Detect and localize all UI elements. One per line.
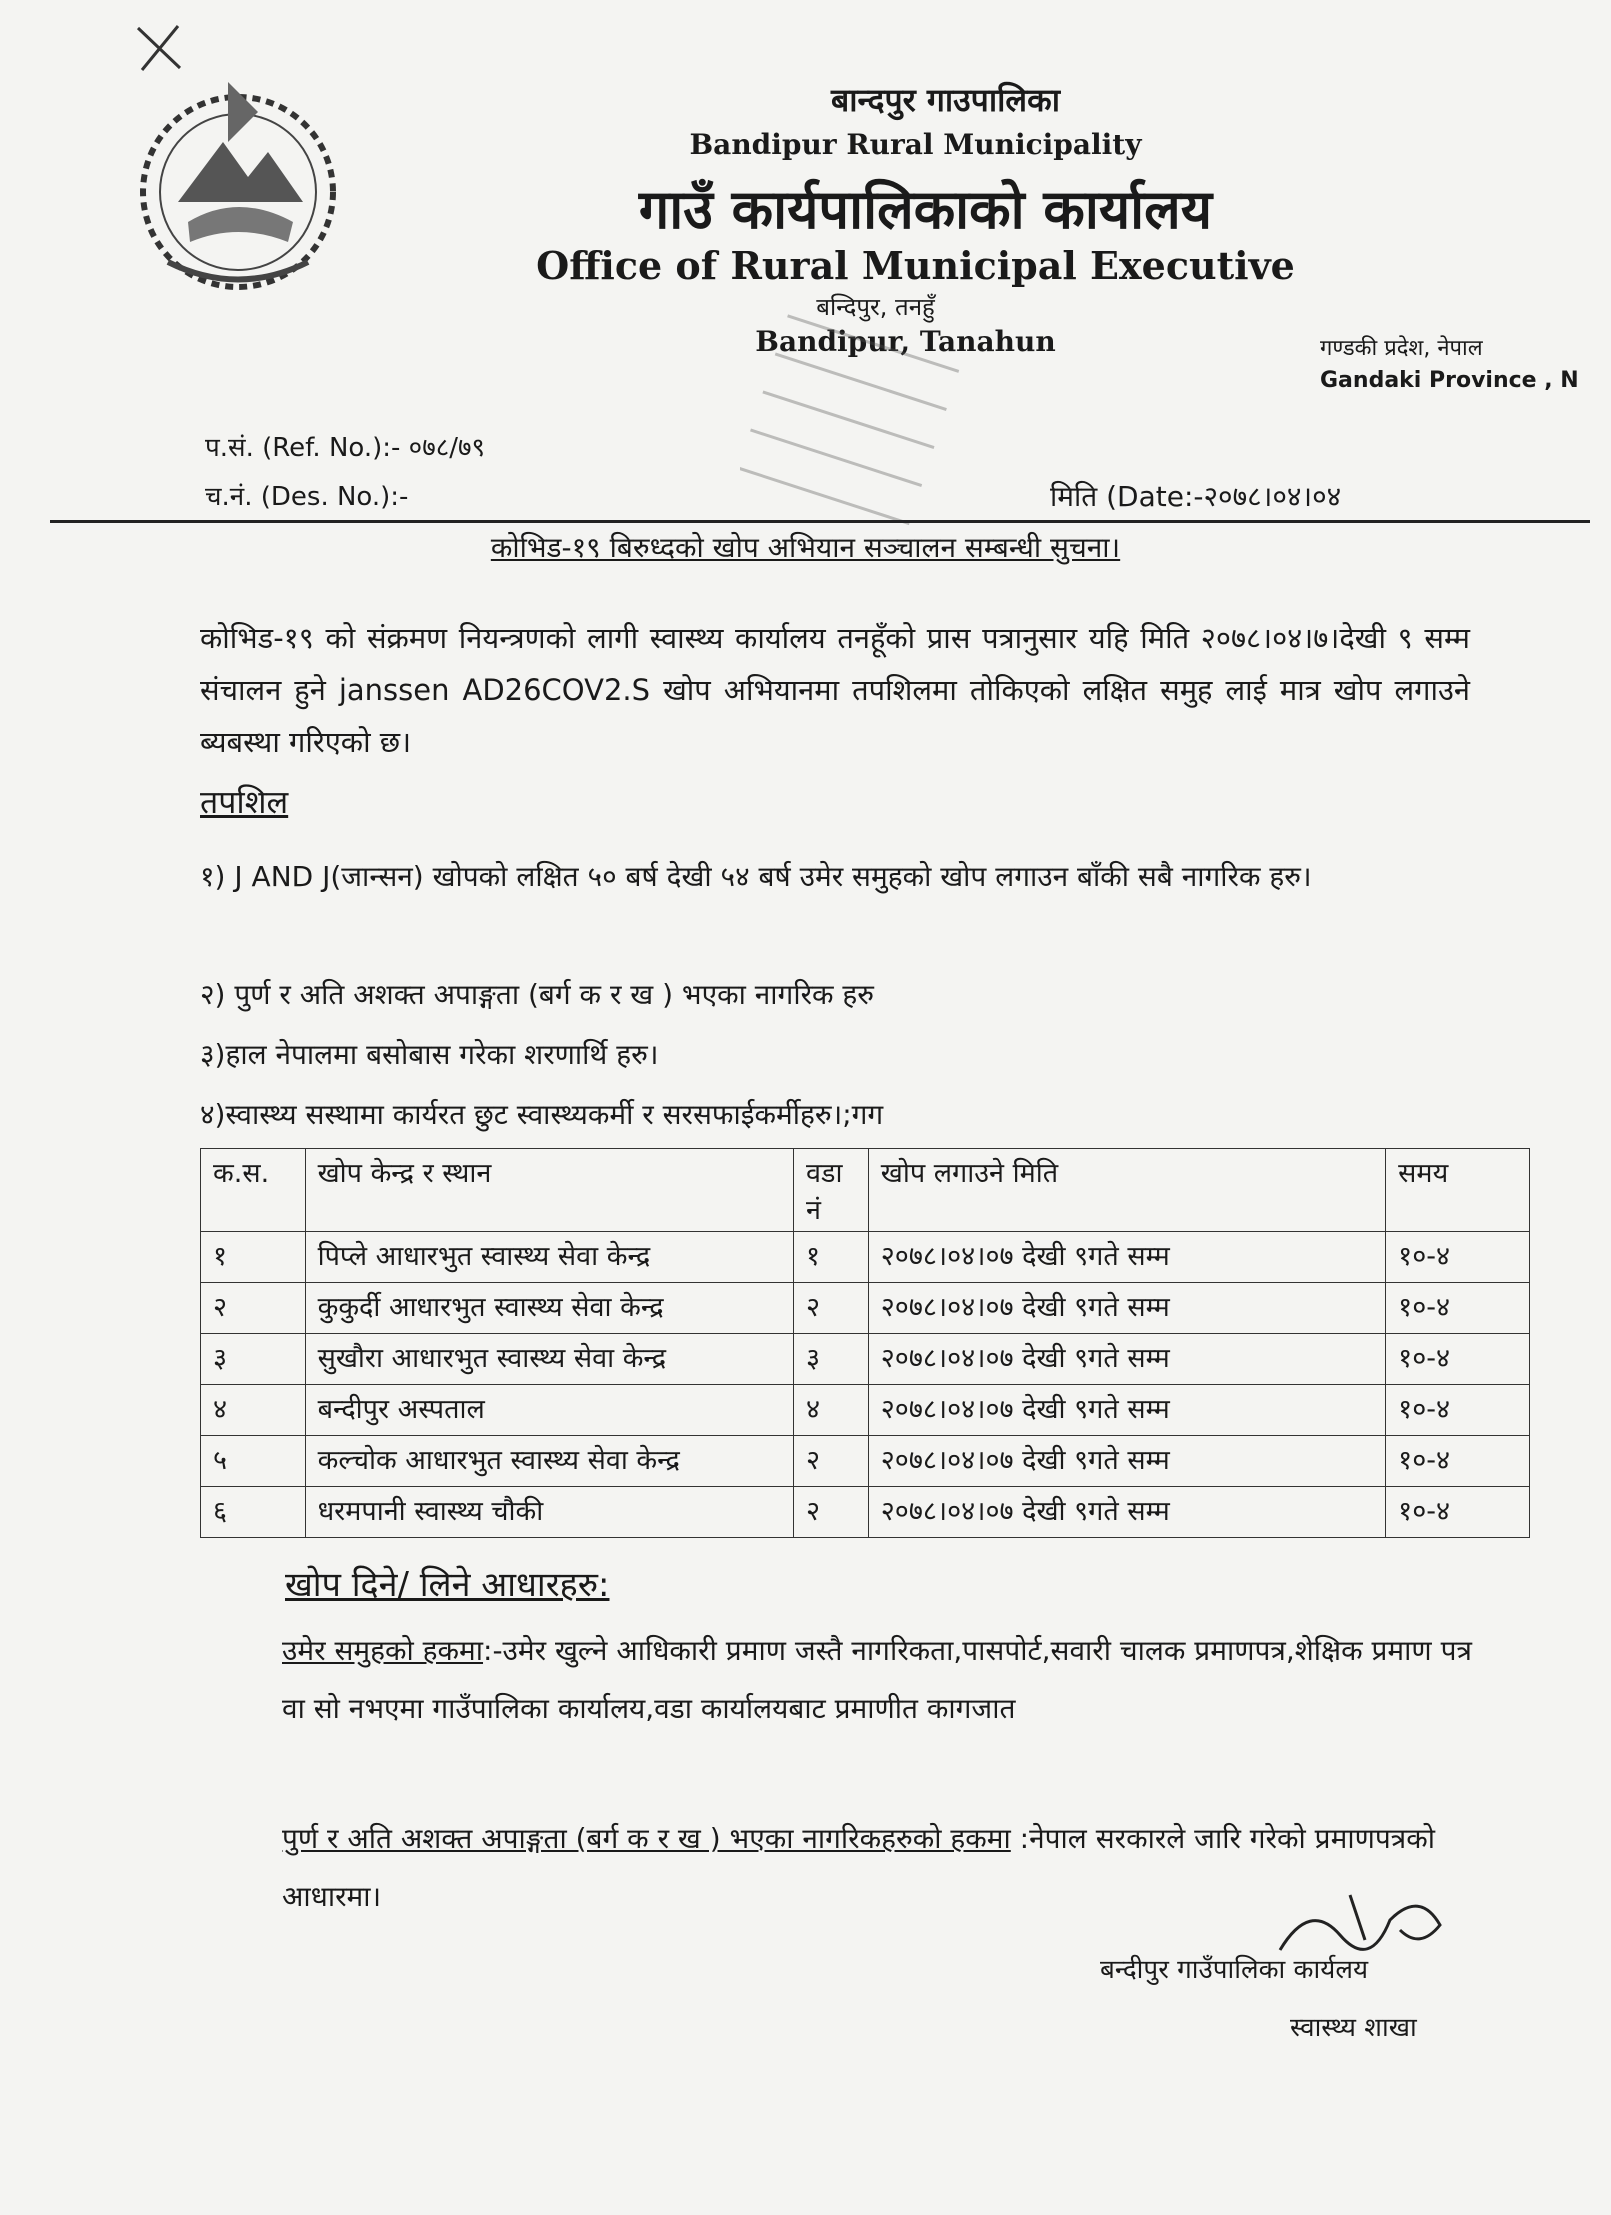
cell-time: १०-४ [1386, 1385, 1530, 1436]
letter-date: मिति (Date:-२०७८।०४।०४ [1050, 480, 1342, 513]
cell-date: २०७८।०४।०७ देखी ९गते सम्म [868, 1385, 1385, 1436]
signatory-office: बन्दीपुर गाउँपालिका कार्यलय [1100, 1955, 1369, 1985]
header-divider [50, 520, 1590, 523]
subject-text: कोभिड-१९ बिरुध्दको खोप अभियान सञ्चालन सम्बन्धी सुचना। [490, 531, 1121, 564]
cell-ward: १ [794, 1232, 869, 1283]
office-stamp [740, 300, 960, 530]
cell-serial: ३ [201, 1334, 306, 1385]
cell-ward: ४ [794, 1385, 869, 1436]
table-row [201, 1385, 1530, 1436]
cell-time: १०-४ [1386, 1283, 1530, 1334]
header-center: खोप केन्द्र र स्थान [305, 1149, 793, 1232]
cell-date: २०७८।०४।०७ देखी ९गते सम्म [868, 1334, 1385, 1385]
cell-center: सुखौरा आधारभुत स्वास्थ्य सेवा केन्द्र [305, 1334, 793, 1385]
dispatch-number: च.नं. (Des. No.):- [205, 482, 409, 512]
cell-ward: २ [794, 1283, 869, 1334]
header-ward: वडा नं [794, 1149, 869, 1232]
cell-serial: ५ [201, 1436, 306, 1487]
table-header-row [201, 1149, 1530, 1232]
cell-serial: ६ [201, 1487, 306, 1538]
cell-date: २०७८।०४।०७ देखी ९गते सम्म [868, 1487, 1385, 1538]
cell-center: पिप्ले आधारभुत स्वास्थ्य सेवा केन्द्र [305, 1232, 793, 1283]
basis-title: खोप दिने/ लिने आधारहरु: [285, 1565, 610, 1605]
cell-date: २०७८।०४।०७ देखी ९गते सम्म [868, 1232, 1385, 1283]
province-np: गण्डकी प्रदेश, नेपाल [1320, 336, 1483, 361]
table-row [201, 1283, 1530, 1334]
basis-disability-text: :नेपाल सरकारले जारि गरेको प्रमाणपत्रको आधारमा। [282, 1822, 1435, 1913]
reference-number: प.सं. (Ref. No.):- ०७८/७९ [205, 433, 486, 463]
cell-serial: १ [201, 1232, 306, 1283]
address-np: बन्दिपुर, तनहुँ [816, 293, 935, 321]
basis-disability-label: पुर्ण र अति अशक्त अपाङ्गता (बर्ग क र ख ) भएका नागरिकहरुको हकमा [282, 1822, 1011, 1855]
office-name-np: गाउँ कार्यपालिकाको कार्यालय [638, 178, 1213, 241]
header-date: खोप लगाउने मिति [868, 1149, 1385, 1232]
header-time: समय [1386, 1149, 1530, 1232]
table-row [201, 1436, 1530, 1487]
list-item: २) पुर्ण र अति अशक्त अपाङ्गता (बर्ग क र ख ) भएका नागरिक हरु [200, 978, 875, 1011]
cell-center: बन्दीपुर अस्पताल [305, 1385, 793, 1436]
basis-age-paragraph [282, 1622, 1482, 1738]
list-item: ३)हाल नेपालमा बसोबास गरेका शरणार्थि हरु। [200, 1038, 659, 1071]
cell-serial: ४ [201, 1385, 306, 1436]
basis-age-text: :-उमेर खुल्ने आधिकारी प्रमाण जस्तै नागरिकता,पासपोर्ट,सवारी चालक प्रमाणपत्र,शेक्षिक प्रमाण पत्र वा सो नभएमा गाउँपालिका कार्यालय,वडा कार्यालयबाट प्रमाणीत कागजात [282, 1634, 1472, 1725]
province-en: Gandaki Province , N [1320, 368, 1579, 393]
cell-date: २०७८।०४।०७ देखी ९गते सम्म [868, 1283, 1385, 1334]
cell-time: १०-४ [1386, 1334, 1530, 1385]
list-item: १) J AND J(जान्सन) खोपको लक्षित ५० बर्ष देखी ५४ बर्ष उमेर समुहको खोप लगाउन बाँकी सबै नागरिक हरु। [200, 860, 1312, 893]
cell-time: १०-४ [1386, 1487, 1530, 1538]
cell-ward: ३ [794, 1334, 869, 1385]
cell-ward: २ [794, 1487, 869, 1538]
subject-line [0, 528, 1611, 566]
cell-center: कल्चोक आधारभुत स्वास्थ्य सेवा केन्द्र [305, 1436, 793, 1487]
cell-time: १०-४ [1386, 1436, 1530, 1487]
intro-paragraph: कोभिड-१९ को संक्रमण नियन्त्रणको लागी स्वास्थ्य कार्यालय तनहूँको प्रास पत्रानुसार यहि मिति २०७८।०४।७।देखी ९ सम्म संचालन हुने janssen AD26COV2.S खोप अभियानमा तपशिलमा तोकिएको लक्षित समुह लाई मात्र खोप लगाउने ब्यबस्था गरिएको छ। [200, 621, 1470, 759]
cell-ward: २ [794, 1436, 869, 1487]
cross-mark-icon [130, 18, 190, 78]
section-title: तपशिल [200, 783, 289, 821]
table-row [201, 1334, 1530, 1385]
basis-age-label: उमेर समुहको हकमा [282, 1634, 484, 1667]
cell-date: २०७८।०४।०७ देखी ९गते सम्म [868, 1436, 1385, 1487]
table-row [201, 1487, 1530, 1538]
vaccination-centers-table [200, 1148, 1530, 1538]
office-name-en: Office of Rural Municipal Executive [536, 243, 1295, 288]
list-item: ४)स्वास्थ्य सस्थामा कार्यरत छुट स्वास्थ्यकर्मी र सरसफाईकर्मीहरु।;गग [200, 1098, 884, 1131]
cell-time: १०-४ [1386, 1232, 1530, 1283]
cell-serial: २ [201, 1283, 306, 1334]
signatory-branch: स्वास्थ्य शाखा [1290, 2013, 1417, 2043]
cell-center: धरमपानी स्वास्थ्य चौकी [305, 1487, 793, 1538]
municipality-name-np: बान्दपुर गाउपालिका [831, 81, 1060, 119]
cell-center: कुकुर्दी आधारभुत स्वास्थ्य सेवा केन्द्र [305, 1283, 793, 1334]
table-row [201, 1232, 1530, 1283]
address-en: Bandipur, Tanahun [755, 325, 1056, 358]
header-serial: क.स. [201, 1149, 306, 1232]
municipality-name-en: Bandipur Rural Municipality [689, 128, 1142, 161]
